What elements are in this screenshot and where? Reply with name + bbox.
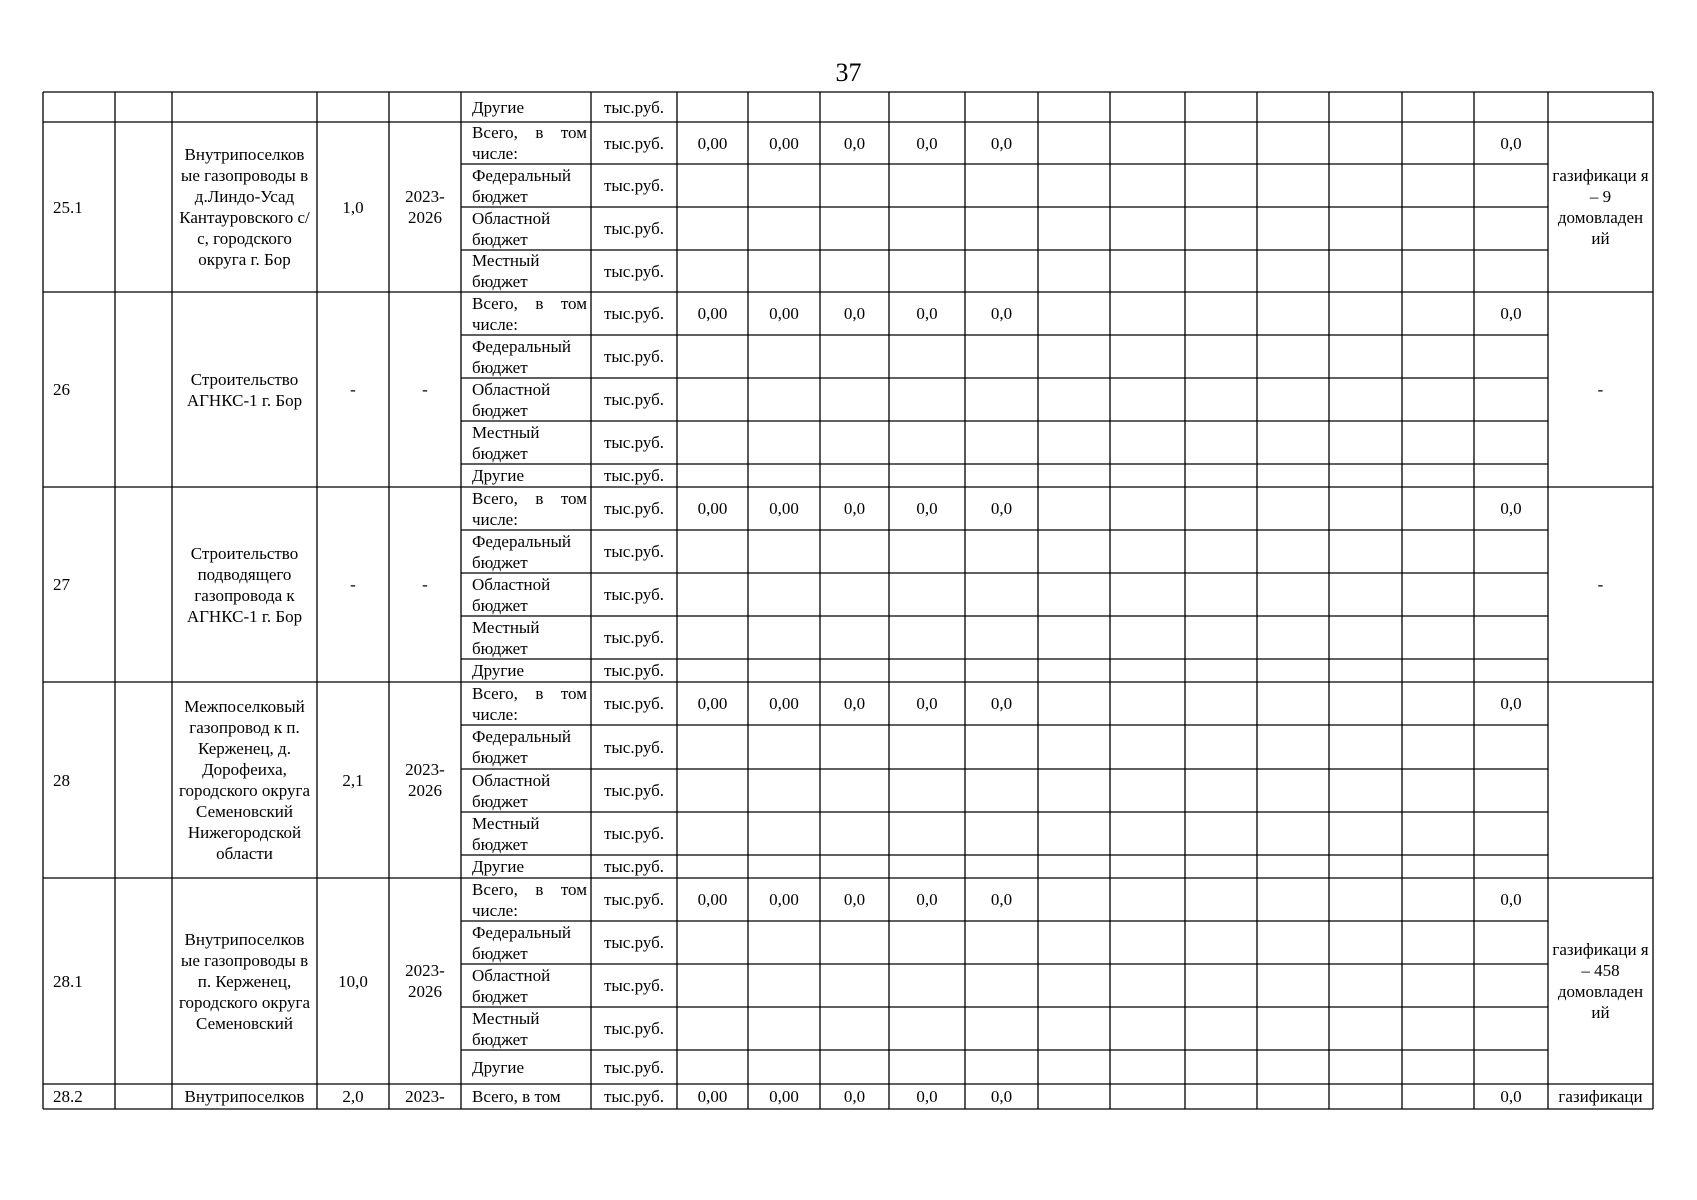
value-cell-text: 0,0 [990, 1087, 1013, 1106]
row-number-text: 28.2 [53, 1087, 83, 1106]
funding-source [461, 122, 591, 164]
funding-source-text: Федеральный бюджет [472, 336, 571, 377]
unit-label-text: тыс.руб. [603, 542, 665, 561]
funding-source-text: Федеральный бюджет [472, 531, 571, 572]
funding-source [461, 250, 591, 292]
object-period [389, 122, 461, 292]
value-cell [889, 682, 965, 725]
object-result [1548, 682, 1653, 878]
object-length [317, 487, 389, 682]
value-cell [1474, 487, 1548, 530]
unit-label-text: тыс.руб. [603, 857, 665, 876]
unit-label-text: тыс.руб. [603, 824, 665, 843]
value-cell-text: 0,00 [697, 304, 728, 323]
unit-label [591, 812, 677, 855]
funding-source [461, 878, 591, 921]
unit-label-text: тыс.руб. [603, 628, 665, 647]
value-cell-text: 0,0 [843, 1087, 866, 1106]
unit-label [591, 921, 677, 964]
value-cell-text: 0,00 [769, 890, 799, 909]
object-length-text: - [350, 575, 356, 594]
value-cell-text: 0,0 [1500, 1087, 1522, 1106]
value-cell-text: 0,00 [769, 499, 799, 518]
object-length-text: 2,1 [342, 770, 364, 790]
value-cell [1474, 1084, 1548, 1109]
top-row-type [461, 92, 591, 122]
value-cell-text: 0,00 [769, 1087, 799, 1106]
object-period-text: 2023- 2026 [405, 961, 445, 1001]
unit-label [591, 421, 677, 464]
unit-label-text: тыс.руб. [603, 661, 665, 680]
funding-source [461, 292, 591, 335]
object-length-text: 2,0 [342, 1087, 364, 1106]
funding-source-text: Местный бюджет [472, 813, 540, 854]
page-number: 37 [835, 58, 862, 87]
funding-source [461, 921, 591, 964]
value-cell [820, 1084, 889, 1109]
unit-label-text: тыс.руб. [603, 976, 665, 995]
value-cell-text: 0,0 [843, 890, 866, 909]
funding-source-text: Областной бюджет [472, 379, 551, 420]
value-cell [677, 682, 748, 725]
funding-source [461, 164, 591, 207]
unit-label-text: тыс.руб. [603, 499, 665, 518]
top-row-type-text: Другие [472, 97, 524, 117]
value-cell-text: 0,0 [916, 1087, 938, 1106]
unit-label-text: тыс.руб. [603, 176, 665, 195]
object-period [389, 1084, 461, 1109]
value-cell [965, 878, 1038, 921]
unit-label [591, 335, 677, 378]
unit-label [591, 659, 677, 682]
funding-source [461, 530, 591, 573]
value-cell [889, 1084, 965, 1109]
value-cell [889, 292, 965, 335]
unit-label [591, 1084, 677, 1109]
object-length [317, 292, 389, 487]
unit-label-text: тыс.руб. [603, 1087, 665, 1106]
value-cell [748, 292, 820, 335]
value-cell [748, 682, 820, 725]
value-cell [1474, 292, 1548, 335]
unit-label-text: тыс.руб. [603, 1019, 665, 1038]
object-length-text: 10,0 [338, 971, 368, 991]
object-name-text: Межпоселковый газопровод к п. Керженец, д. Дорофеиха, городского округа Семеновский Нижегородской области [178, 697, 310, 863]
value-cell-text: 0,0 [990, 133, 1013, 153]
value-cell-text: 0,0 [916, 499, 938, 518]
row-number [43, 122, 115, 292]
value-cell-text: 0,00 [769, 304, 799, 323]
funding-source [461, 682, 591, 725]
value-cell-text: 0,00 [769, 694, 799, 713]
funding-source [461, 725, 591, 769]
funding-source-text: Всего, в том числе: [472, 123, 587, 163]
unit-label [591, 616, 677, 659]
unit-label [591, 964, 677, 1007]
funding-source-text: Областной бюджет [472, 770, 551, 811]
unit-label [591, 878, 677, 921]
unit-label-text: тыс.руб. [603, 347, 665, 366]
funding-source [461, 378, 591, 421]
value-cell-text: 0,0 [990, 304, 1013, 323]
value-cell [820, 292, 889, 335]
object-result-text: газификаци я – 458 домовладен ий [1552, 940, 1649, 1022]
funding-source-text: Другие [472, 857, 524, 876]
value-cell [1474, 682, 1548, 725]
funding-source-text: Областной бюджет [472, 574, 551, 615]
value-cell [677, 292, 748, 335]
value-cell [820, 122, 889, 164]
value-cell-text: 0,0 [843, 499, 866, 518]
object-period-text: - [422, 380, 428, 399]
value-cell-text: 0,0 [1500, 133, 1522, 153]
value-cell [677, 122, 748, 164]
object-period [389, 878, 461, 1084]
value-cell-text: 0,0 [843, 133, 866, 153]
value-cell-text: 0,0 [1500, 304, 1522, 323]
funding-source-text: Другие [472, 466, 524, 485]
funding-source [461, 207, 591, 250]
unit-label-text: тыс.руб. [603, 781, 665, 800]
funding-source [461, 1084, 591, 1109]
object-length [317, 1084, 389, 1109]
object-name-text: Внутрипоселков [184, 1087, 305, 1106]
value-cell [748, 122, 820, 164]
value-cell-text: 0,0 [916, 133, 938, 153]
value-cell-text: 0,0 [990, 890, 1013, 909]
unit-label [591, 464, 677, 487]
object-period [389, 682, 461, 878]
funding-source-text: Всего, в том числе: [472, 879, 587, 920]
funding-source-text: Областной бюджет [472, 208, 551, 249]
funding-source-text: Федеральный бюджет [472, 165, 571, 206]
value-cell [965, 682, 1038, 725]
value-cell-text: 0,00 [769, 133, 799, 153]
top-row-unit [591, 92, 677, 122]
object-result-text: - [1597, 575, 1604, 594]
unit-label-text: тыс.руб. [603, 466, 665, 485]
object-result-text: - [1597, 380, 1604, 399]
object-result [1548, 292, 1653, 487]
value-cell-text: 0,0 [990, 499, 1013, 518]
value-cell [820, 487, 889, 530]
object-length-text: - [350, 380, 356, 399]
object-result [1548, 878, 1653, 1084]
unit-label [591, 292, 677, 335]
object-name-text: Строительство АГНКС-1 г. Бор [186, 369, 303, 410]
value-cell-text: 0,00 [697, 1087, 728, 1106]
top-row-unit-text: тыс.руб. [603, 97, 665, 117]
funding-source [461, 335, 591, 378]
unit-label [591, 573, 677, 616]
row-number-text: 27 [53, 575, 70, 594]
unit-label-text: тыс.руб. [603, 933, 665, 952]
funding-source-text: Федеральный бюджет [472, 727, 571, 767]
unit-label [591, 769, 677, 812]
funding-source-text: Другие [472, 1057, 524, 1077]
object-name-text: Внутрипоселков ые газопроводы в п. Керженец, городского округа Семеновский [178, 929, 310, 1033]
object-name [172, 682, 317, 878]
row-number [43, 682, 115, 878]
funding-source [461, 487, 591, 530]
unit-label-text: тыс.руб. [603, 1057, 665, 1077]
unit-label [591, 682, 677, 725]
funding-source [461, 464, 591, 487]
unit-label-text: тыс.руб. [603, 219, 665, 238]
unit-label [591, 487, 677, 530]
value-cell [889, 878, 965, 921]
value-cell [1474, 878, 1548, 921]
value-cell-text: 0,0 [1500, 499, 1522, 518]
value-cell [677, 487, 748, 530]
object-name [172, 487, 317, 682]
row-number [43, 878, 115, 1084]
object-name [172, 122, 317, 292]
funding-source [461, 769, 591, 812]
funding-source-text: Областной бюджет [472, 965, 551, 1006]
object-name-text: Внутрипоселков ые газопроводы в д.Линдо-Усад Кантауровского с/с, городского округа г. Бор [179, 145, 310, 269]
value-cell [965, 122, 1038, 164]
unit-label [591, 122, 677, 164]
funding-source [461, 421, 591, 464]
value-cell-text: 0,0 [843, 304, 866, 323]
row-number [43, 292, 115, 487]
unit-label [591, 530, 677, 573]
unit-label [591, 1007, 677, 1050]
value-cell [820, 682, 889, 725]
row-number-text: 28 [53, 770, 70, 790]
object-result [1548, 122, 1653, 292]
object-result [1548, 1084, 1653, 1109]
funding-source-text: Всего, в том числе: [472, 293, 587, 334]
row-number-text: 25.1 [53, 197, 83, 217]
funding-source-text: Местный бюджет [472, 422, 540, 463]
value-cell [677, 1084, 748, 1109]
object-length [317, 122, 389, 292]
unit-label-text: тыс.руб. [603, 737, 665, 757]
funding-source-text: Местный бюджет [472, 617, 540, 658]
row-number-text: 26 [53, 380, 70, 399]
object-period-text: 2023- [405, 1087, 445, 1106]
value-cell-text: 0,0 [916, 694, 938, 713]
value-cell [748, 1084, 820, 1109]
object-result-text: газификаци [1558, 1087, 1643, 1106]
value-cell-text: 0,00 [697, 694, 728, 713]
object-period-text: - [422, 575, 428, 594]
value-cell [748, 487, 820, 530]
unit-label-text: тыс.руб. [603, 694, 665, 713]
unit-label [591, 1050, 677, 1084]
row-number-text: 28.1 [53, 971, 83, 991]
funding-source [461, 616, 591, 659]
value-cell-text: 0,00 [697, 133, 728, 153]
value-cell-text: 0,00 [697, 499, 728, 518]
unit-label-text: тыс.руб. [603, 585, 665, 604]
value-cell [965, 292, 1038, 335]
unit-label-text: тыс.руб. [603, 304, 665, 323]
unit-label [591, 378, 677, 421]
funding-source [461, 1007, 591, 1050]
value-cell [820, 878, 889, 921]
value-cell-text: 0,00 [697, 890, 728, 909]
unit-label [591, 164, 677, 207]
unit-label-text: тыс.руб. [603, 133, 665, 153]
object-period-text: 2023- 2026 [405, 187, 445, 227]
value-cell-text: 0,0 [916, 890, 938, 909]
value-cell [889, 122, 965, 164]
object-period [389, 292, 461, 487]
row-number [43, 1084, 115, 1109]
value-cell-text: 0,0 [843, 694, 866, 713]
row-number [43, 487, 115, 682]
value-cell [965, 487, 1038, 530]
object-period [389, 487, 461, 682]
object-name [172, 292, 317, 487]
object-length [317, 878, 389, 1084]
value-cell-text: 0,0 [1500, 694, 1522, 713]
funding-source-text: Всего, в том [472, 1087, 561, 1106]
funding-source [461, 855, 591, 878]
unit-label [591, 207, 677, 250]
funding-source-text: Местный бюджет [472, 1008, 540, 1049]
object-name-text: Строительство подводящего газопровода к АГНКС-1 г. Бор [186, 543, 303, 626]
unit-label-text: тыс.руб. [603, 261, 665, 281]
funding-source [461, 573, 591, 616]
unit-label-text: тыс.руб. [603, 890, 665, 909]
funding-source [461, 1050, 591, 1084]
funding-source [461, 659, 591, 682]
object-length [317, 682, 389, 878]
unit-label-text: тыс.руб. [603, 433, 665, 452]
value-cell [677, 878, 748, 921]
unit-label [591, 250, 677, 292]
unit-label-text: тыс.руб. [603, 390, 665, 409]
object-result-text: газификаци я – 9 домовладен ий [1552, 166, 1649, 248]
funding-source-text: Федеральный бюджет [472, 922, 571, 963]
funding-source [461, 812, 591, 855]
value-cell-text: 0,0 [916, 304, 938, 323]
funding-source-text: Всего, в том числе: [472, 683, 587, 724]
object-result [1548, 487, 1653, 682]
value-cell-text: 0,0 [990, 694, 1013, 713]
value-cell [748, 878, 820, 921]
object-period-text: 2023- 2026 [405, 760, 445, 800]
funding-source-text: Всего, в том числе: [472, 488, 587, 529]
funding-source-text: Другие [472, 661, 524, 680]
funding-source [461, 964, 591, 1007]
unit-label [591, 725, 677, 769]
value-cell [889, 487, 965, 530]
value-cell [1474, 122, 1548, 164]
funding-source-text: Местный бюджет [472, 251, 540, 291]
object-name [172, 1084, 317, 1109]
unit-label [591, 855, 677, 878]
value-cell-text: 0,0 [1500, 890, 1522, 909]
object-name [172, 878, 317, 1084]
value-cell [965, 1084, 1038, 1109]
object-length-text: 1,0 [342, 197, 364, 217]
